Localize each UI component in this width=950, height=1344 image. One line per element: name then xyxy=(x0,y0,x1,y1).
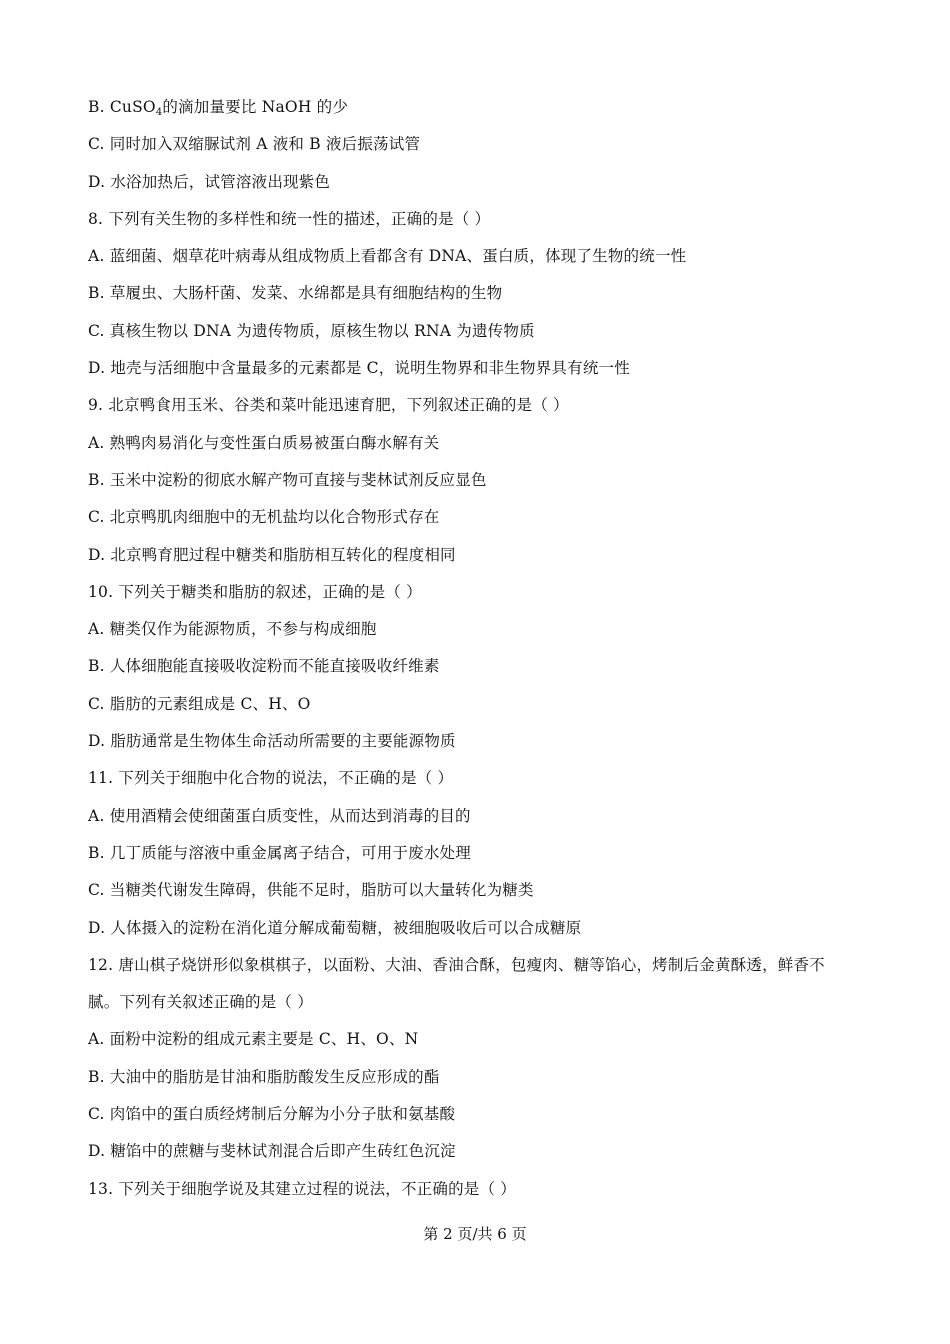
question-text-block xyxy=(88,94,878,1213)
option-line: B. 几丁质能与溶液中重金属离子结合，可用于废水处理 xyxy=(88,843,471,862)
option-line: D. 水浴加热后，试管溶液出现紫色 xyxy=(88,172,331,191)
question-stem: 11. 下列关于细胞中化合物的说法，不正确的是（ ） xyxy=(88,769,454,788)
question-stem: 12. 唐山棋子烧饼形似象棋棋子，以面粉、大油、香油合酥，包瘦肉、糖等馅心，烤制后金黄酥透，鲜香不 xyxy=(88,955,825,974)
option-text: 的滴加量要比 NaOH 的少 xyxy=(162,98,349,116)
question-stem: 9. 北京鸭食用玉米、谷类和菜叶能迅速育肥，下列叙述正确的是（ ） xyxy=(88,396,569,415)
option-line: C. 真核生物以 DNA 为遗传物质，原核生物以 RNA 为遗传物质 xyxy=(88,321,535,340)
option-line: D. 北京鸭育肥过程中糖类和脂肪相互转化的程度相同 xyxy=(88,545,456,564)
subscript: 4 xyxy=(155,107,163,118)
option-line: A. 使用酒精会使细菌蛋白质变性，从而达到消毒的目的 xyxy=(88,806,471,825)
option-line: D. 脂肪通常是生物体生命活动所需要的主要能源物质 xyxy=(88,732,456,751)
option-line: D. 地壳与活细胞中含量最多的元素都是 C，说明生物界和非生物界具有统一性 xyxy=(88,359,630,378)
question-stem: 10. 下列关于糖类和脂肪的叙述，正确的是（ ） xyxy=(88,582,422,601)
option-line: D. 糖馅中的蔗糖与斐林试剂混合后即产生砖红色沉淀 xyxy=(88,1142,456,1161)
option-line: B. 草履虫、大肠杆菌、发菜、水绵都是具有细胞结构的生物 xyxy=(88,284,503,303)
option-line: B. 大油中的脂肪是甘油和脂肪酸发生反应形成的酯 xyxy=(88,1067,440,1086)
option-text: B. CuSO xyxy=(88,98,156,116)
option-line: C. 当糖类代谢发生障碍，供能不足时，脂肪可以大量转化为糖类 xyxy=(88,881,534,900)
option-line: D. 人体摄入的淀粉在消化道分解成葡萄糖，被细胞吸收后可以合成糖原 xyxy=(88,918,582,937)
option-line: A. 糖类仅作为能源物质，不参与构成细胞 xyxy=(88,620,377,639)
option-line: A. 蓝细菌、烟草花叶病毒从组成物质上看都含有 DNA、蛋白质，体现了生物的统一性 xyxy=(88,247,687,266)
option-line: A. 熟鸭肉易消化与变性蛋白质易被蛋白酶水解有关 xyxy=(88,433,440,452)
question-stem-continued: 腻。下列有关叙述正确的是（ ） xyxy=(88,993,313,1012)
option-line: C. 北京鸭肌肉细胞中的无机盐均以化合物形式存在 xyxy=(88,508,440,527)
question-stem: 13. 下列关于细胞学说及其建立过程的说法，不正确的是（ ） xyxy=(88,1179,517,1198)
option-line: C. 脂肪的元素组成是 C、H、O xyxy=(88,694,311,713)
page-footer: 第 2 页/共 6 页 xyxy=(423,1225,527,1243)
option-line: C. 肉馅中的蛋白质经烤制后分解为小分子肽和氨基酸 xyxy=(88,1105,456,1124)
option-line: C. 同时加入双缩脲试剂 A 液和 B 液后振荡试管 xyxy=(88,135,421,154)
option-line: A. 面粉中淀粉的组成元素主要是 C、H、O、N xyxy=(88,1030,419,1049)
question-stem: 8. 下列有关生物的多样性和统一性的描述，正确的是（ ） xyxy=(88,209,491,228)
option-line: B. 玉米中淀粉的彻底水解产物可直接与斐林试剂反应显色 xyxy=(88,470,487,489)
option-line xyxy=(88,94,878,131)
option-line: B. 人体细胞能直接吸收淀粉而不能直接吸收纤维素 xyxy=(88,657,440,676)
